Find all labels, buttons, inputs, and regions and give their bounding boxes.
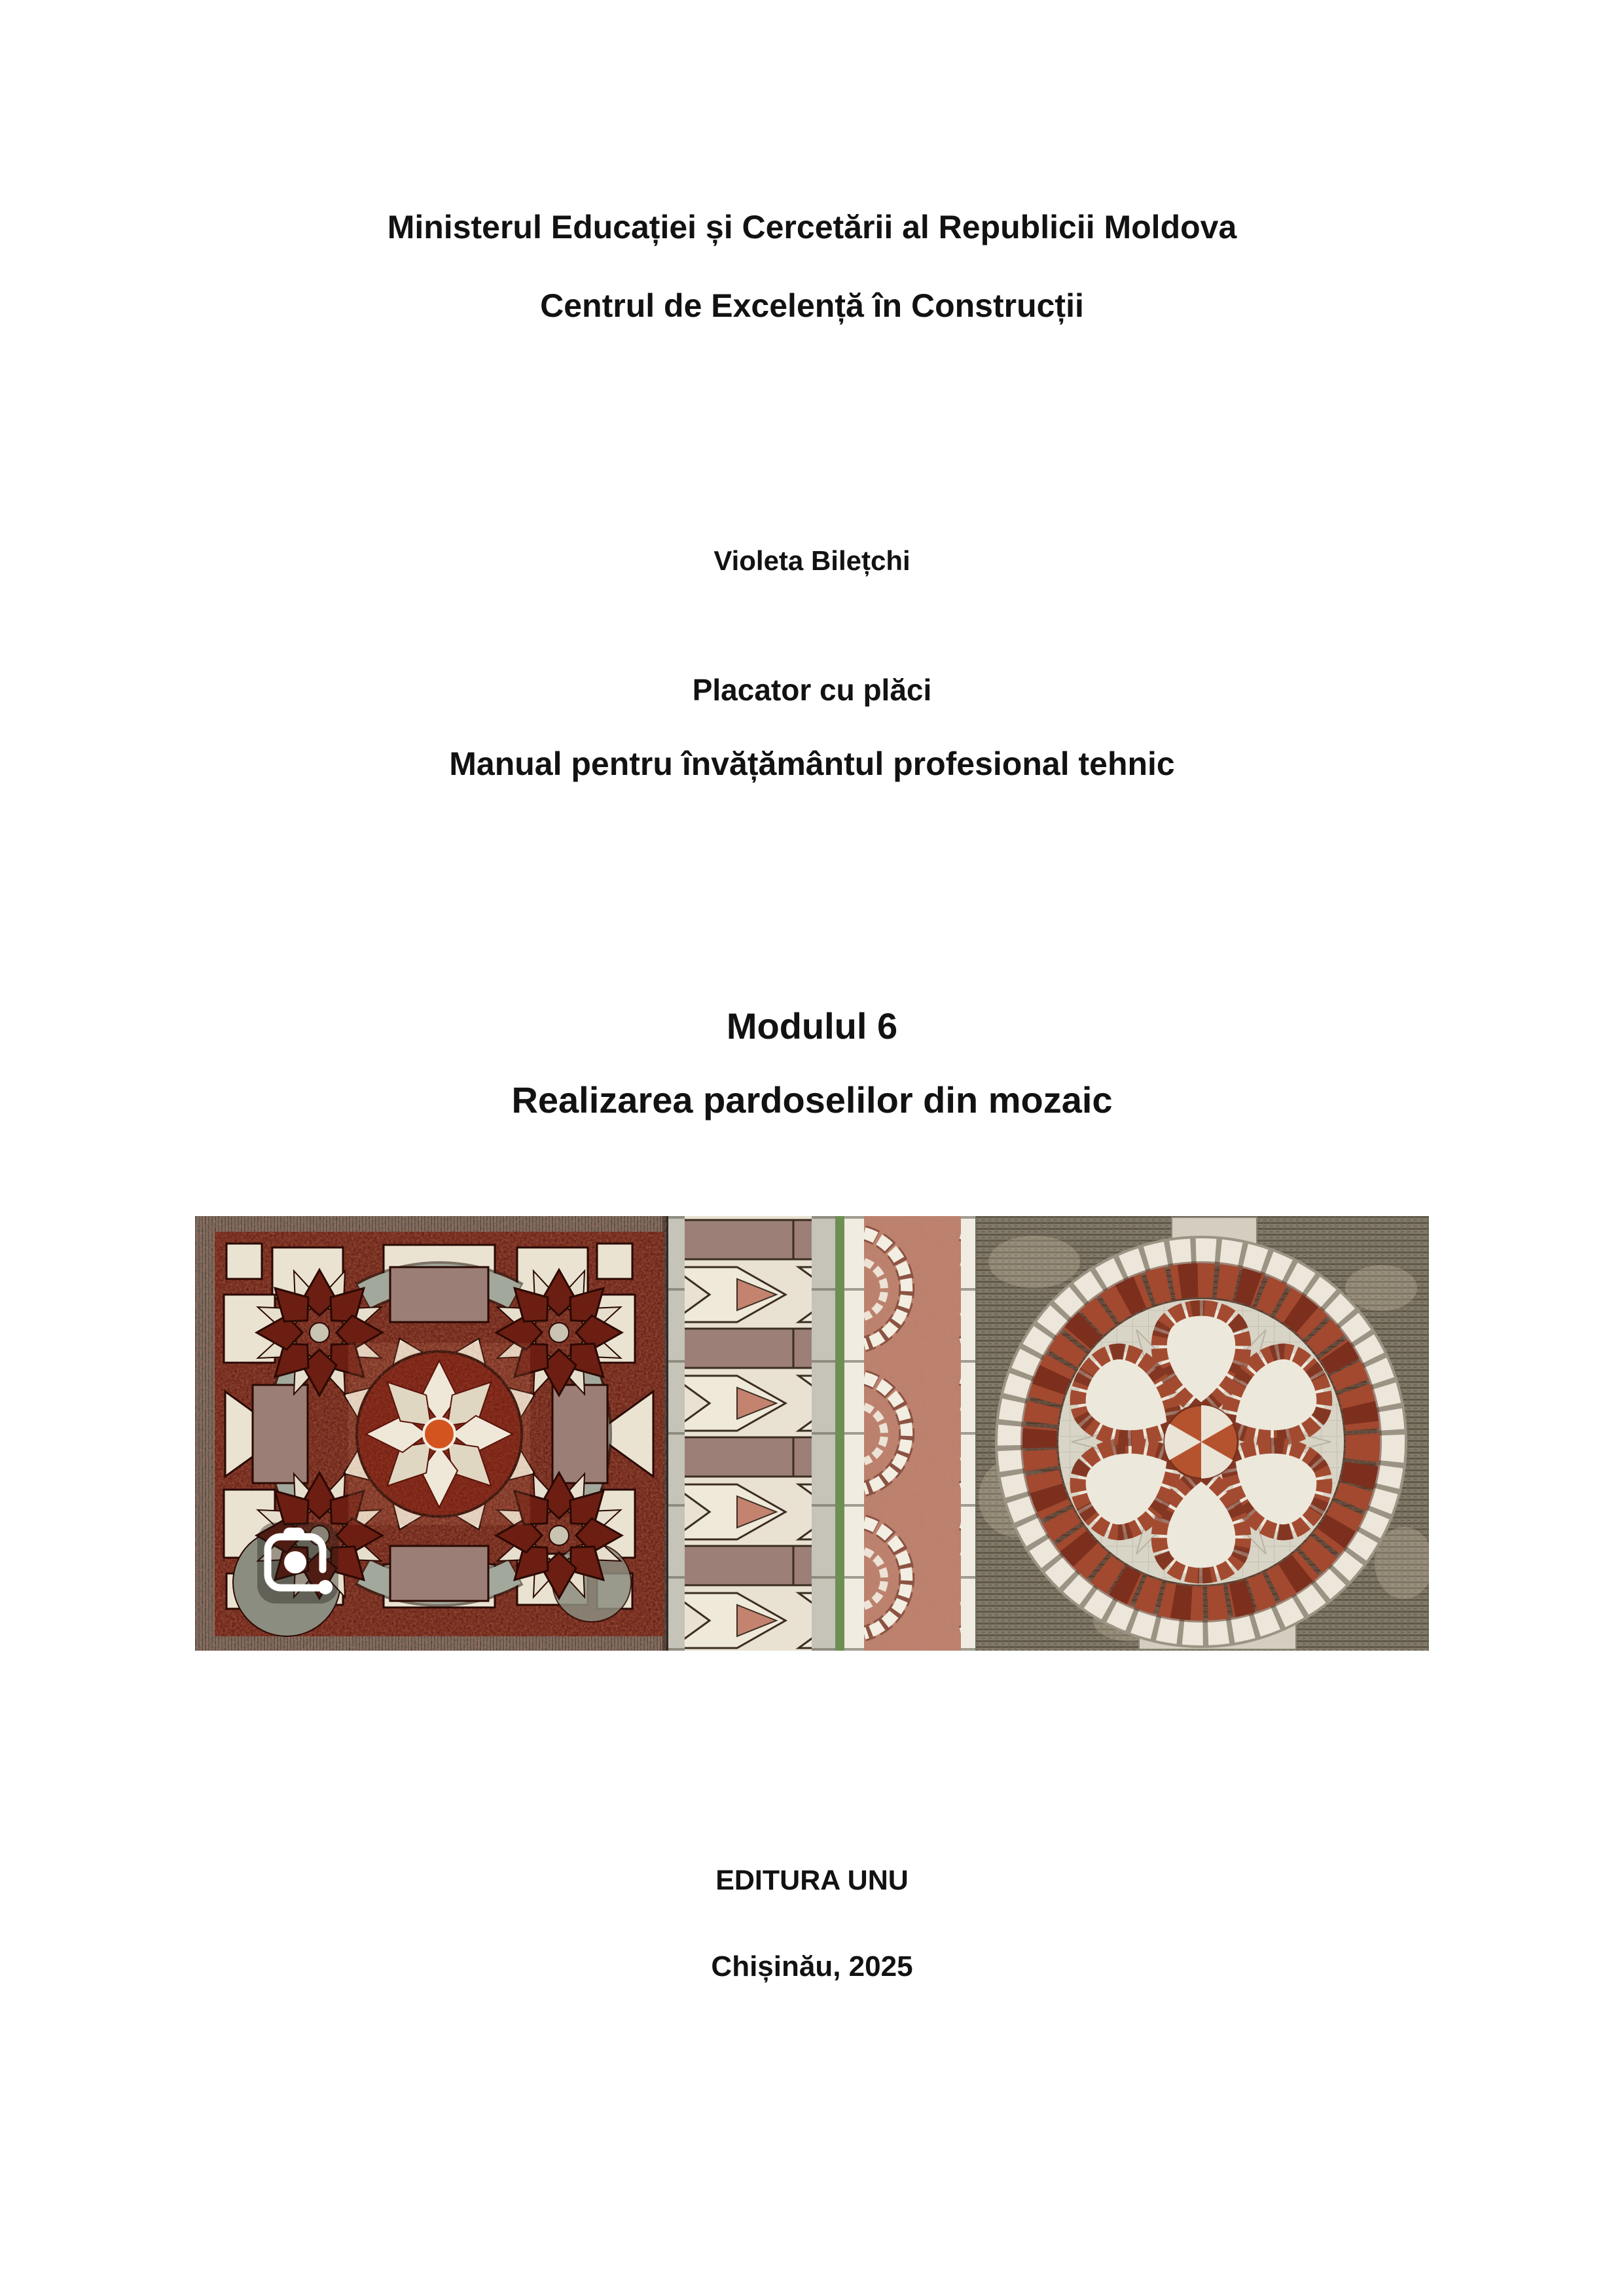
author-name: Violeta Bilețchi bbox=[713, 545, 911, 576]
medallion-mosaic-photo bbox=[975, 1216, 1429, 1651]
medallion bbox=[1010, 1251, 1392, 1633]
book-subtitle: Manual pentru învățământul profesional tehnic bbox=[449, 745, 1175, 782]
publisher-name: EDITURA UNU bbox=[715, 1865, 909, 1896]
module-heading: Modulul 6 bbox=[726, 1005, 898, 1047]
place-and-year: Chișinău, 2025 bbox=[711, 1950, 913, 1982]
square-mosaic-photo bbox=[195, 1216, 666, 1651]
book-title: Placator cu plăci bbox=[692, 673, 932, 707]
institution-line: Centrul de Excelență în Construcții bbox=[540, 287, 1084, 324]
module-subheading: Realizarea pardoselilor din mozaic bbox=[511, 1079, 1113, 1121]
mosaic-photo-strip bbox=[195, 1216, 1429, 1651]
camera-lens-icon[interactable] bbox=[257, 1522, 338, 1604]
center-rosette bbox=[357, 1352, 522, 1516]
ministry-line: Ministerul Educației și Cercetării al Republicii Moldova bbox=[387, 209, 1237, 245]
border-mosaic-photo bbox=[666, 1216, 975, 1651]
